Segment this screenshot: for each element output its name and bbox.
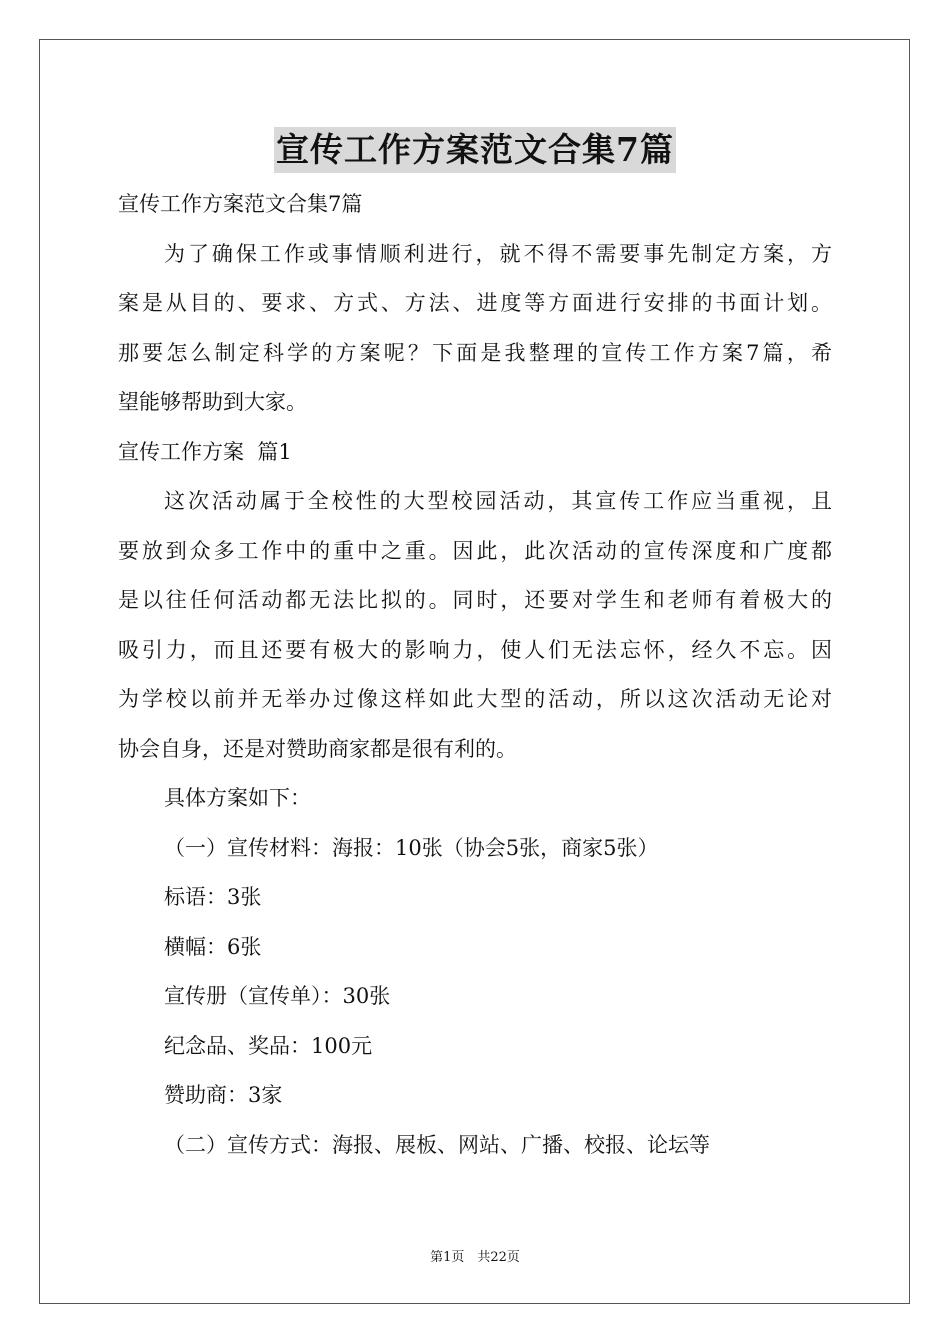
section-heading: 宣传工作方案 篇1 [118,439,292,464]
list-item: （二）宣传方式：海报、展板、网站、广播、校报、论坛等 [164,1132,710,1157]
plan-list [118,824,832,1171]
intro-line: 案是从目的、要求、方式、方法、进度等方面进行安排的书面计划。 [118,291,832,315]
section-paragraph [118,477,832,774]
list-item: 赞助商：3家 [164,1083,283,1107]
intro-line: 为了确保工作或事情顺利进行，就不得不需要事先制定方案，方 [164,241,832,266]
paragraph-line: 吸引力，而且还要有极大的影响力，使人们无法忘怀，经久不忘。因 [118,637,832,662]
title-wrap [118,120,832,180]
document-subtitle: 宣传工作方案范文合集7篇 [118,192,363,216]
intro-line: 望能够帮助到大家。 [118,390,307,414]
paragraph-line: 要放到众多工作中的重中之重。因此，此次活动的宣传深度和广度都 [118,538,832,563]
intro-line: 那要怎么制定科学的方案呢？下面是我整理的宣传工作方案7篇，希 [118,340,832,365]
list-item: （一）宣传材料：海报：10张（协会5张，商家5张） [164,835,659,860]
paragraph-line: 为学校以前并无举办过像这样如此大型的活动，所以这次活动无论对 [118,687,832,711]
list-item: 标语：3张 [164,885,262,909]
document-body [118,120,832,1170]
list-item: 宣传册（宣传单）：30张 [164,984,391,1008]
paragraph-line: 协会自身，还是对赞助商家都是很有利的。 [118,736,517,761]
intro-paragraph [118,230,832,428]
list-item: 横幅：6张 [164,934,262,959]
paragraph-line: 是以往任何活动都无法比拟的。同时，还要对学生和老师有着极大的 [118,588,832,612]
document-title: 宣传工作方案范文合集7篇 [274,127,676,173]
list-item: 纪念品、奖品：100元 [164,1033,373,1058]
plan-intro: 具体方案如下： [164,786,311,810]
page-footer: 第1页 共22页 [430,1250,520,1265]
paragraph-line: 这次活动属于全校性的大型校园活动，其宣传工作应当重视，且 [164,489,832,513]
